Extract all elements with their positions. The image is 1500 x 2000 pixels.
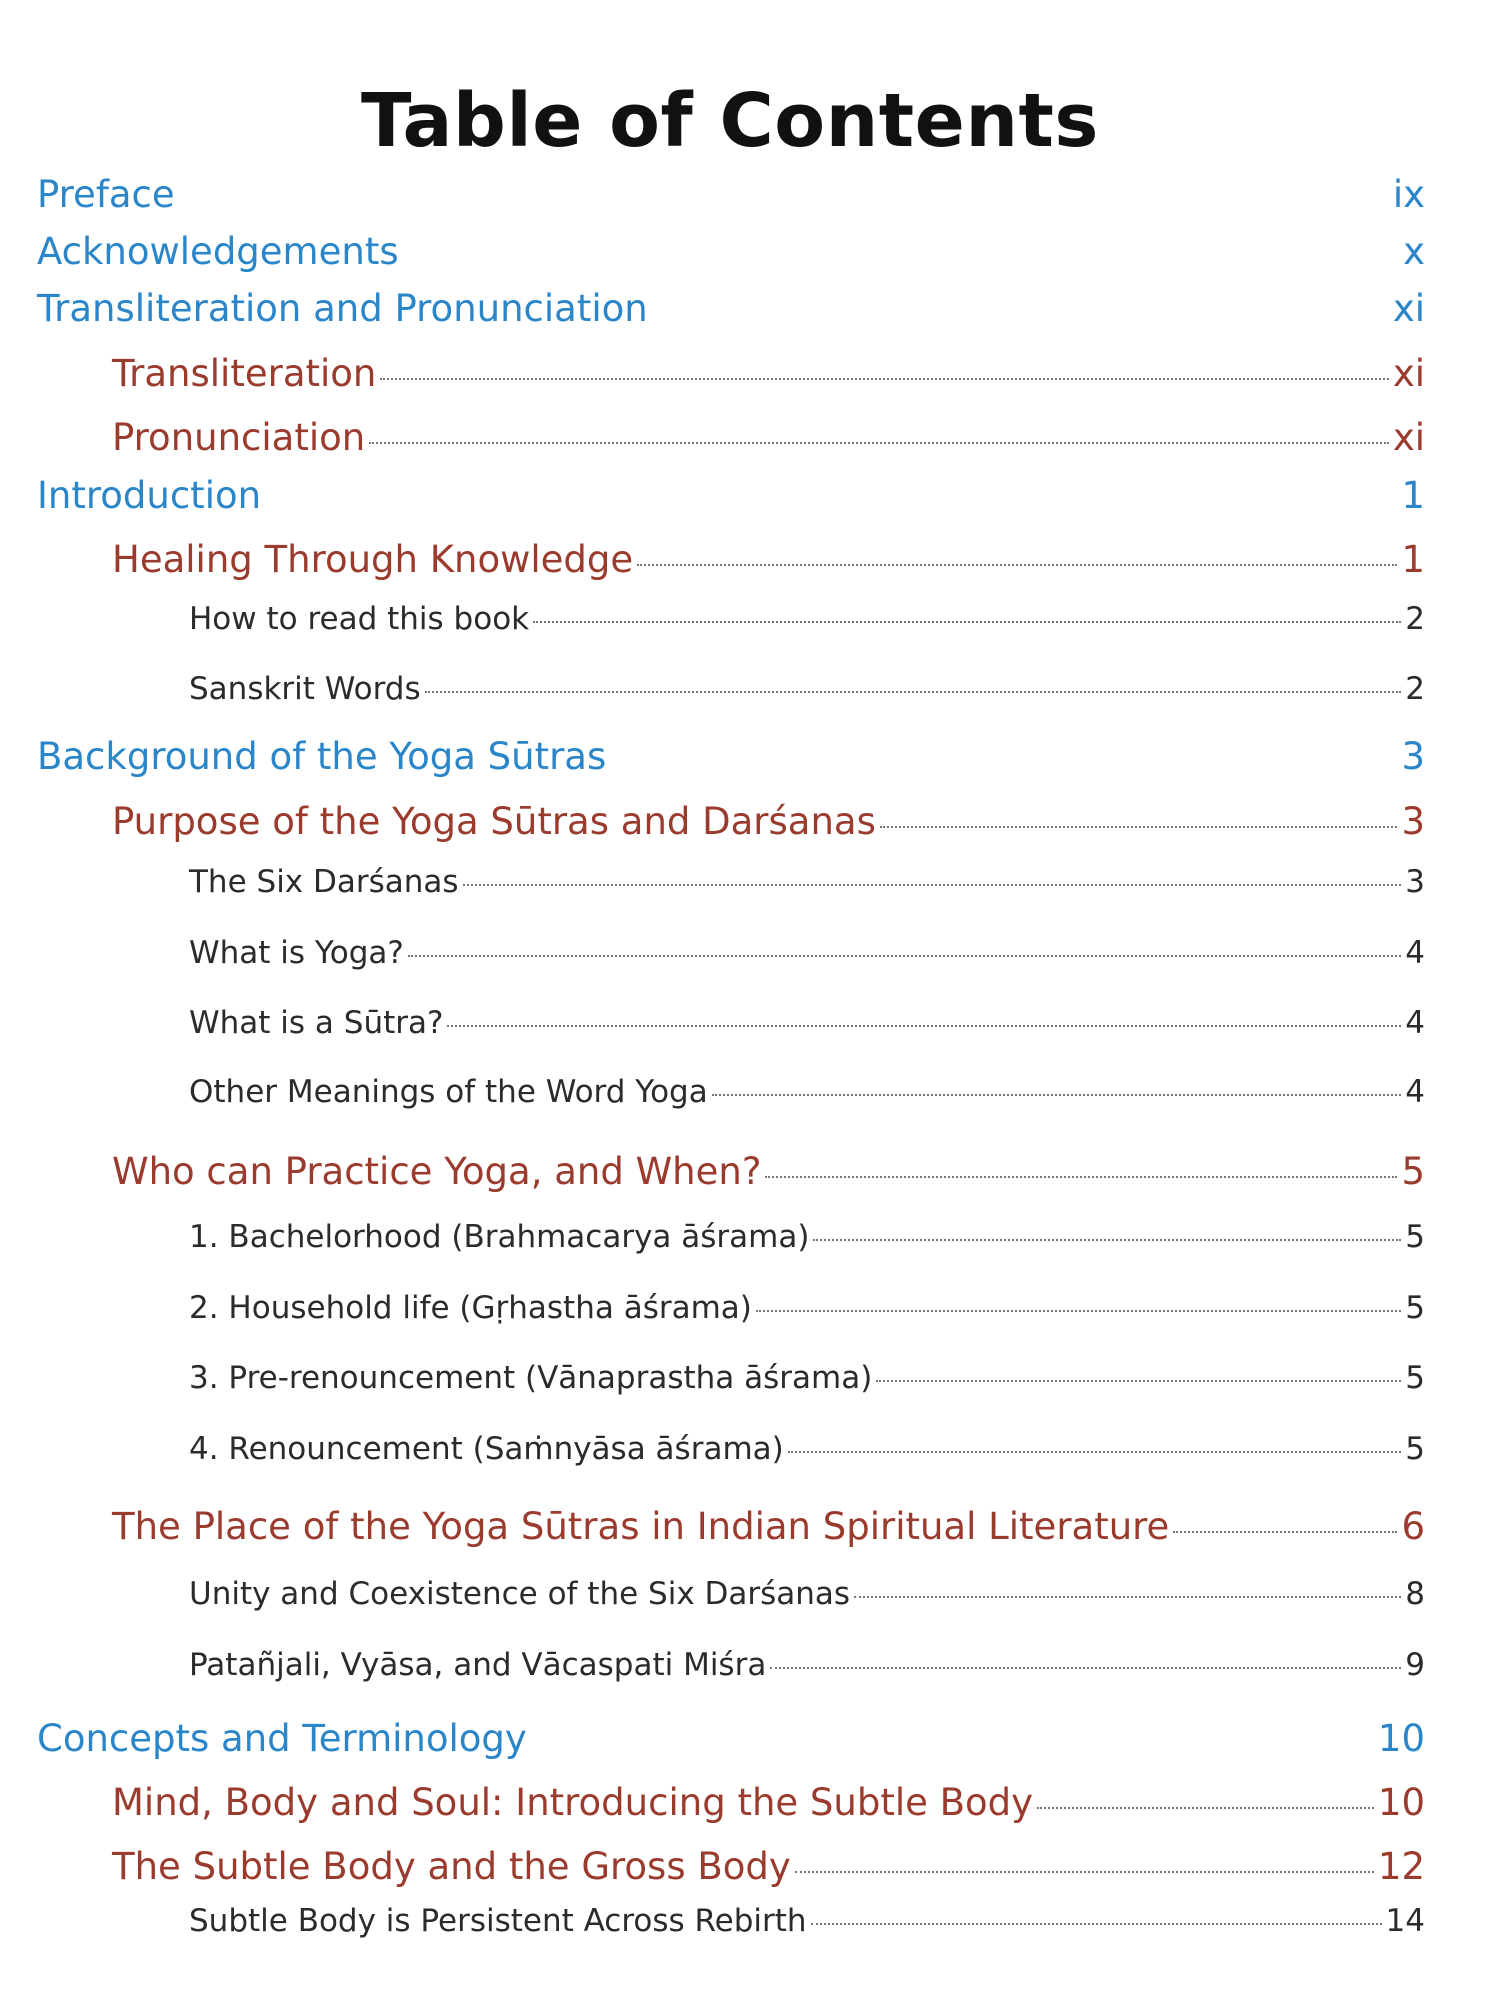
toc-entry-page-number: 12 bbox=[1377, 1845, 1425, 1888]
toc-entry-page-number: 4 bbox=[1405, 935, 1425, 971]
toc-entry[interactable] bbox=[189, 1290, 1425, 1326]
dot-leader bbox=[880, 826, 1398, 828]
dot-leader bbox=[1037, 1807, 1374, 1809]
toc-entry[interactable] bbox=[189, 935, 1425, 971]
toc-entry-label: Unity and Coexistence of the Six Darśanas bbox=[189, 1576, 851, 1612]
dot-leader bbox=[788, 1451, 1402, 1453]
dot-leader bbox=[408, 955, 1401, 957]
dot-leader bbox=[811, 1923, 1382, 1925]
toc-entry-label: Transliteration and Pronunciation bbox=[37, 287, 648, 330]
dot-leader bbox=[369, 442, 1389, 444]
dot-leader bbox=[854, 1596, 1401, 1598]
toc-entry-page-number: 2 bbox=[1405, 601, 1425, 637]
toc-entry-label: Preface bbox=[37, 173, 175, 216]
toc-entry-label: 3. Pre-renouncement (Vānaprastha āśrama) bbox=[189, 1360, 873, 1396]
toc-entry[interactable] bbox=[112, 352, 1425, 395]
toc-entry[interactable] bbox=[189, 601, 1425, 637]
toc-entry[interactable] bbox=[37, 474, 1425, 517]
toc-entry-label: The Place of the Yoga Sūtras in Indian Spiritual Literature bbox=[112, 1505, 1170, 1548]
toc-entry[interactable] bbox=[189, 1005, 1425, 1041]
toc-entry-page-number: 10 bbox=[1377, 1717, 1425, 1760]
toc-entry-page-number: xi bbox=[1392, 416, 1425, 459]
toc-entry-label: How to read this book bbox=[189, 601, 530, 637]
toc-entry-page-number: 5 bbox=[1405, 1219, 1425, 1255]
toc-entry-page-number: 4 bbox=[1405, 1074, 1425, 1110]
toc-entry-label: Concepts and Terminology bbox=[37, 1717, 527, 1760]
toc-entry-label: Pronunciation bbox=[112, 416, 366, 459]
dot-leader bbox=[770, 1667, 1401, 1669]
dot-leader bbox=[1173, 1531, 1397, 1533]
toc-entry-label: 2. Household life (Gṛhastha āśrama) bbox=[189, 1290, 752, 1326]
dot-leader bbox=[765, 1176, 1397, 1178]
toc-entry-label: Introduction bbox=[37, 474, 262, 517]
toc-entry-page-number: 5 bbox=[1405, 1360, 1425, 1396]
toc-entry[interactable] bbox=[112, 416, 1425, 459]
toc-entry-label: Background of the Yoga Sūtras bbox=[37, 735, 607, 778]
toc-entry-label: Healing Through Knowledge bbox=[112, 538, 634, 581]
toc-entry[interactable] bbox=[189, 1219, 1425, 1255]
toc-entry[interactable] bbox=[112, 1845, 1425, 1888]
toc-entry[interactable] bbox=[189, 1074, 1425, 1110]
toc-entry-page-number: 3 bbox=[1401, 735, 1425, 778]
toc-entry-label: Subtle Body is Persistent Across Rebirth bbox=[189, 1903, 807, 1939]
toc-entry-page-number: 5 bbox=[1401, 1150, 1425, 1193]
toc-entry[interactable] bbox=[112, 1781, 1425, 1824]
toc-entry-label: Mind, Body and Soul: Introducing the Subtle Body bbox=[112, 1781, 1034, 1824]
toc-entry[interactable] bbox=[112, 1505, 1425, 1548]
toc-entry-page-number: 10 bbox=[1377, 1781, 1425, 1824]
dot-leader bbox=[813, 1239, 1401, 1241]
dot-leader bbox=[876, 1380, 1401, 1382]
toc-entry-page-number: 2 bbox=[1405, 671, 1425, 707]
toc-entry-label: What is a Sūtra? bbox=[189, 1005, 444, 1041]
toc-entry[interactable] bbox=[37, 287, 1425, 330]
toc-entry-page-number: xi bbox=[1392, 352, 1425, 395]
toc-entry-page-number: 6 bbox=[1401, 1505, 1425, 1548]
toc-entry-page-number: 9 bbox=[1405, 1647, 1425, 1683]
dot-leader bbox=[380, 378, 1388, 380]
toc-entry[interactable] bbox=[189, 1903, 1425, 1939]
dot-leader bbox=[795, 1871, 1374, 1873]
dot-leader bbox=[712, 1094, 1402, 1096]
toc-entry-label: The Six Darśanas bbox=[189, 864, 459, 900]
toc-entry-page-number: 3 bbox=[1405, 864, 1425, 900]
toc-entry-page-number: 5 bbox=[1405, 1290, 1425, 1326]
dot-leader bbox=[463, 884, 1402, 886]
toc-entry[interactable] bbox=[189, 1360, 1425, 1396]
toc-entry-page-number: 1 bbox=[1401, 474, 1425, 517]
toc-entry[interactable] bbox=[112, 1150, 1425, 1193]
toc-entry-page-number: 4 bbox=[1405, 1005, 1425, 1041]
toc-entry-label: What is Yoga? bbox=[189, 935, 404, 971]
toc-entry-page-number: 1 bbox=[1401, 538, 1425, 581]
dot-leader bbox=[637, 564, 1397, 566]
toc-entry-page-number: 3 bbox=[1401, 800, 1425, 843]
toc-entry-page-number: x bbox=[1403, 230, 1425, 273]
dot-leader bbox=[533, 621, 1401, 623]
toc-entry-page-number: 14 bbox=[1385, 1903, 1425, 1939]
toc-entry[interactable] bbox=[189, 1647, 1425, 1683]
toc-entry-label: The Subtle Body and the Gross Body bbox=[112, 1845, 791, 1888]
toc-entry-page-number: 8 bbox=[1405, 1576, 1425, 1612]
toc-entry-page-number: xi bbox=[1392, 287, 1425, 330]
toc-entry[interactable] bbox=[37, 1717, 1425, 1760]
toc-entry-label: 4. Renouncement (Saṁnyāsa āśrama) bbox=[189, 1431, 784, 1467]
toc-entry[interactable] bbox=[189, 1431, 1425, 1467]
dot-leader bbox=[756, 1310, 1401, 1312]
toc-entry-page-number: ix bbox=[1392, 173, 1425, 216]
toc-entry-label: Transliteration bbox=[112, 352, 377, 395]
toc-entry[interactable] bbox=[37, 230, 1425, 273]
page-title: Table of Contents bbox=[361, 78, 1099, 164]
toc-entry[interactable] bbox=[189, 864, 1425, 900]
toc-entry[interactable] bbox=[37, 173, 1425, 216]
toc-entry-label: Who can Practice Yoga, and When? bbox=[112, 1150, 762, 1193]
toc-entry-label: Patañjali, Vyāsa, and Vācaspati Miśra bbox=[189, 1647, 767, 1683]
toc-entry[interactable] bbox=[189, 671, 1425, 707]
toc-entry-label: Purpose of the Yoga Sūtras and Darśanas bbox=[112, 800, 876, 843]
toc-entry-label: Sanskrit Words bbox=[189, 671, 421, 707]
dot-leader bbox=[447, 1025, 1401, 1027]
toc-entry[interactable] bbox=[37, 735, 1425, 778]
toc-entry-label: Other Meanings of the Word Yoga bbox=[189, 1074, 708, 1110]
dot-leader bbox=[425, 691, 1402, 693]
toc-entry-label: Acknowledgements bbox=[37, 230, 399, 273]
toc-entry[interactable] bbox=[112, 800, 1425, 843]
toc-entry-page-number: 5 bbox=[1405, 1431, 1425, 1467]
toc-entry[interactable] bbox=[189, 1576, 1425, 1612]
toc-entry-label: 1. Bachelorhood (Brahmacarya āśrama) bbox=[189, 1219, 810, 1255]
toc-entry[interactable] bbox=[112, 538, 1425, 581]
